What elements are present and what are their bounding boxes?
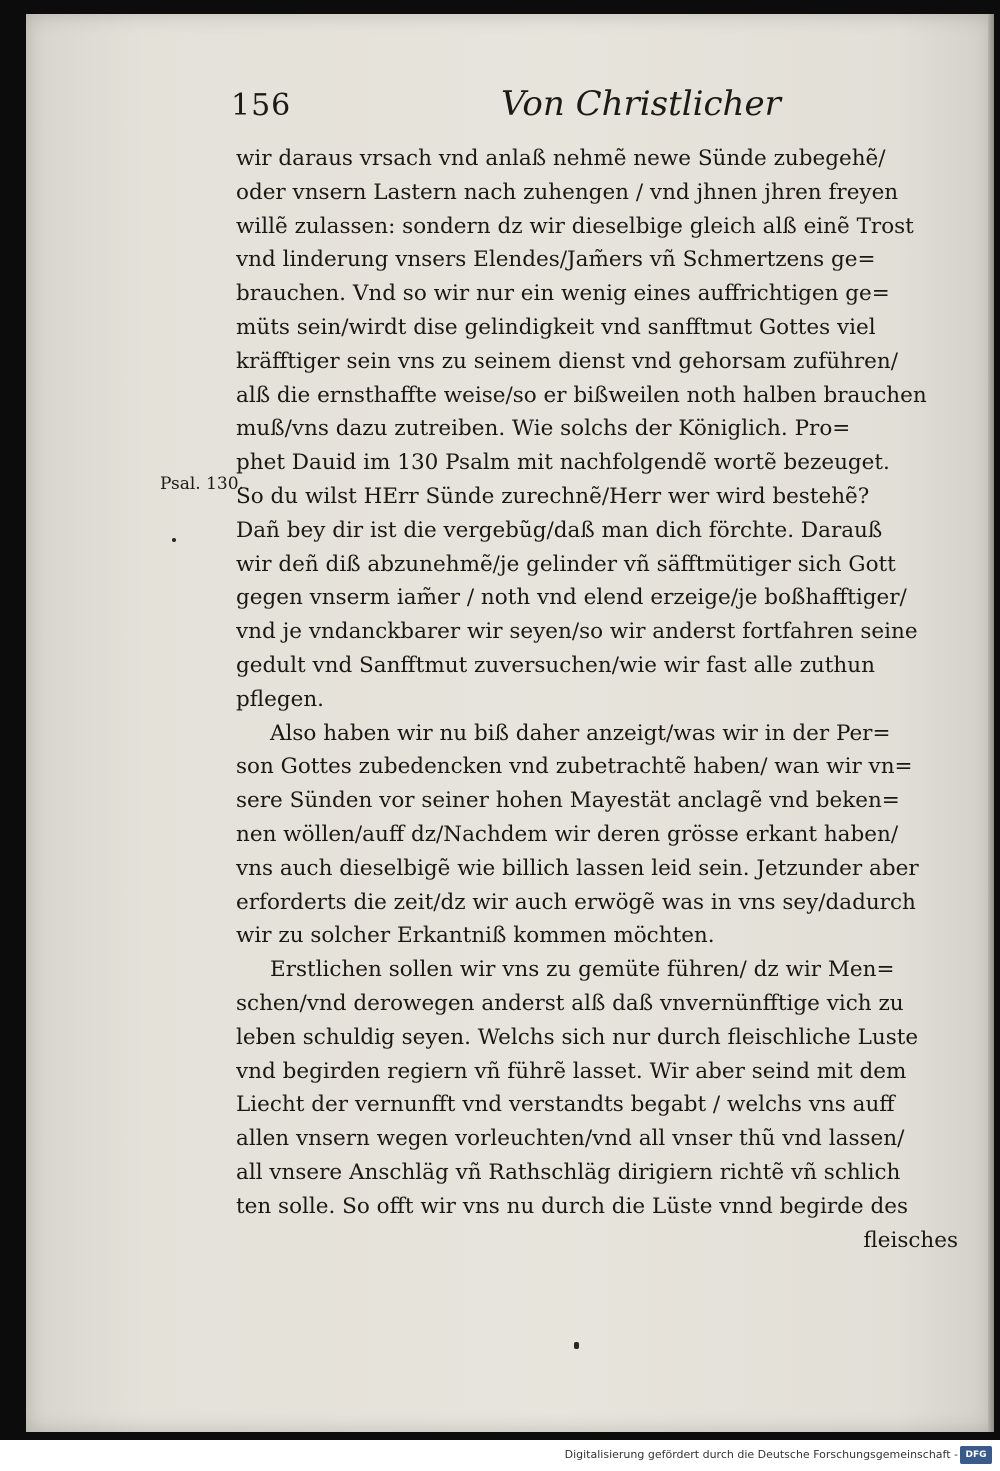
text-line: son Gottes zubedencken vnd zubetrachtẽ haben/ wan wir vn= <box>236 754 913 780</box>
ink-mark <box>574 1342 579 1349</box>
text-line: sere Sünden vor seiner hohen Mayestät anclagẽ vnd beken= <box>236 788 900 814</box>
text-line: leben schuldig seyen. Welchs sich nur durch fleischliche Luste <box>236 1024 919 1050</box>
text-line: müts sein/wirdt dise gelindigkeit vnd sanfftmut Gottes viel <box>236 314 876 340</box>
text-line: wir deñ diß abzunehmẽ/je gelinder vñ säfftmütiger sich Gott <box>236 551 896 577</box>
text-line: erforderts die zeit/dz wir auch erwögẽ was in vns sey/dadurch <box>236 889 916 915</box>
text-line: phet Dauid im 130 Psalm mit nachfolgendẽ wortẽ bezeuget. <box>236 450 890 476</box>
text-line: gedult vnd Sanfftmut zuversuchen/wie wir fast alle zuthun <box>236 652 875 678</box>
text-line: alß die ernsthaffte weise/so er bißweilen noth halben brauchen <box>236 382 927 408</box>
text-line: vnd begirden regiern vñ führẽ lasset. Wir aber seind mit dem <box>236 1058 907 1084</box>
text-line: wir daraus vrsach vnd anlaß nehmẽ newe Sünde zubegehẽ/ <box>236 146 886 171</box>
text-line: allen vnsern wegen vorleuchten/vnd all vnser thũ vnd lassen/ <box>236 1126 905 1152</box>
text-line: schen/vnd derowegen anderst alß daß vnvernünfftige vich zu <box>236 990 904 1016</box>
text-line: Liecht der vernunfft vnd verstandts begabt / welchs vns auff <box>236 1092 895 1118</box>
text-line: ten solle. So offt wir vns nu durch die Lüste vnnd begirde des <box>236 1193 908 1219</box>
page-edge <box>988 14 994 1432</box>
text-line: muß/vns dazu zutreiben. Wie solchs der Königlich. Pro= <box>236 416 851 442</box>
catchword: fleisches <box>863 1227 958 1253</box>
page-number: 156 <box>231 88 292 123</box>
ink-speck <box>172 538 176 542</box>
funding-credit: Digitalisierung gefördert durch die Deutsche Forschungsgemeinschaft - <box>564 1448 958 1461</box>
text-line: Also haben wir nu biß daher anzeigt/was wir in der Per= <box>270 720 891 746</box>
text-line: wir zu solcher Erkantniß kommen möchten. <box>236 923 715 949</box>
marginal-note: Psal. 130. <box>160 474 244 494</box>
page-header <box>231 84 781 134</box>
text-line: willẽ zulassen: sondern dz wir dieselbige gleich alß einẽ Trost <box>236 213 914 239</box>
text-line: vnd je vndanckbarer wir seyen/so wir anderst fortfahren seine <box>236 619 918 645</box>
text-line: kräfftiger sein vns zu seinem dienst vnd gehorsam zuführen/ <box>236 348 898 374</box>
text-line: vns auch dieselbigẽ wie billich lassen leid sein. Jetzunder aber <box>236 855 919 881</box>
text-line: vnd linderung vnsers Elendes/Jam̃ers vñ Schmertzens ge= <box>236 247 876 273</box>
running-title: Von Christlicher <box>501 84 781 124</box>
digitization-footer <box>0 1440 1000 1471</box>
text-line: all vnsere Anschläg vñ Rathschläg dirigiern richtẽ vñ schlich <box>236 1159 901 1185</box>
dfg-logo: DFG <box>960 1446 992 1464</box>
text-line: oder vnsern Lastern nach zuhengen / vnd jhnen jhren freyen <box>236 179 899 205</box>
text-line: pflegen. <box>236 686 324 712</box>
text-line: nen wöllen/auff dz/Nachdem wir deren grösse erkant haben/ <box>236 821 899 847</box>
text-line: So du wilst HErr Sünde zurechnẽ/Herr wer wird bestehẽ? <box>236 483 870 509</box>
text-line: Erstlichen sollen wir vns zu gemüte führen/ dz wir Men= <box>270 957 895 983</box>
text-line: brauchen. Vnd so wir nur ein wenig eines auffrichtigen ge= <box>236 281 890 307</box>
text-line: Dañ bey dir ist die vergebũg/daß man dich förchte. Darauß <box>236 517 883 543</box>
text-line: gegen vnserm iam̃er / noth vnd elend erzeige/je boßhafftiger/ <box>236 585 907 611</box>
body-text <box>236 142 976 1257</box>
